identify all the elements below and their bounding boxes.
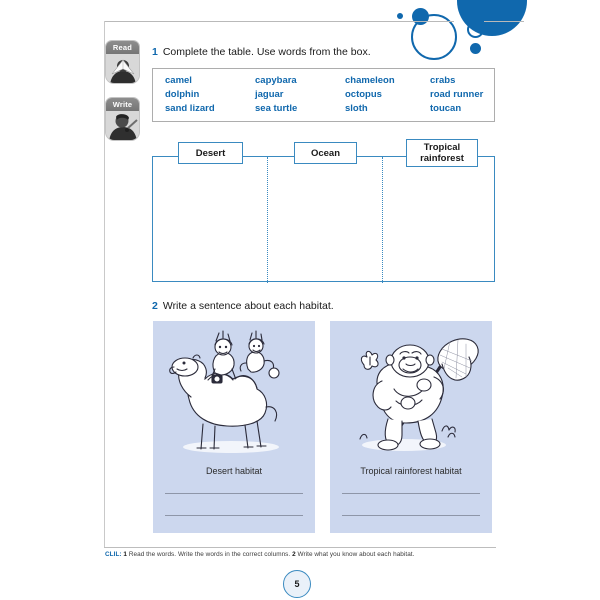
word-item[interactable]: jaguar (255, 89, 284, 100)
exercise-1-instruction (152, 46, 371, 58)
footer-task-2-text: Write what you know about each habitat. (297, 551, 415, 558)
table-header-tropical-line1: Tropical (423, 142, 461, 153)
header-divider (104, 21, 454, 22)
decorative-circle-ring-small (467, 21, 484, 38)
word-item[interactable]: capybara (255, 75, 297, 86)
word-item[interactable]: sloth (345, 103, 368, 114)
word-item[interactable]: camel (165, 75, 192, 86)
table-column-divider-1 (267, 157, 268, 283)
habitat-panel-desert (153, 321, 315, 533)
word-box (152, 68, 495, 122)
desert-illustration (153, 327, 315, 457)
table-header-ocean (294, 142, 357, 164)
exercise-2-number: 2 (152, 300, 158, 312)
table-column-divider-2 (382, 157, 383, 283)
table-header-tropical-line2: rainforest (420, 153, 464, 164)
desert-panel-caption: Desert habitat (205, 466, 263, 476)
habitat-table[interactable] (152, 156, 495, 282)
read-badge-label: Read (106, 41, 139, 54)
write-badge-illustration (106, 111, 139, 141)
write-badge-label: Write (106, 98, 139, 111)
tropical-rainforest-writing-line-1[interactable] (342, 493, 480, 494)
read-badge (105, 40, 140, 84)
word-item[interactable]: chameleon (345, 75, 395, 86)
footer-task-2-number: 2 (292, 551, 296, 558)
word-box-grid (165, 75, 494, 117)
read-badge-illustration (106, 54, 139, 84)
word-item[interactable]: crabs (430, 75, 456, 86)
word-item[interactable]: road runner (430, 89, 484, 100)
table-header-tropical-rainforest (406, 139, 478, 167)
desert-writing-line-1[interactable] (165, 493, 303, 494)
header-divider-right (484, 21, 524, 22)
table-header-desert-label: Desert (195, 147, 226, 159)
exercise-2-text: Write a sentence about each habitat. (162, 300, 334, 312)
word-item[interactable]: dolphin (165, 89, 200, 100)
decorative-circle-medium-filled (412, 8, 429, 25)
decorative-dot-small (397, 13, 403, 19)
desert-writing-line-2[interactable] (165, 515, 303, 516)
word-item[interactable]: toucan (430, 103, 462, 114)
word-item[interactable]: sea turtle (255, 103, 298, 114)
footer-task-1-text: Read the words. Write the words in the correct columns. (128, 551, 291, 558)
camel-with-riders-icon (153, 327, 315, 457)
footer-divider (104, 547, 496, 548)
word-item[interactable]: sand lizard (165, 103, 215, 114)
table-header-desert (178, 142, 243, 164)
gorilla-with-butterfly-net-icon (330, 327, 492, 457)
tropical-rainforest-writing-line-2[interactable] (342, 515, 480, 516)
read-icon (106, 54, 139, 84)
exercise-1-text: Complete the table. Use words from the box. (162, 46, 371, 58)
decorative-dot-medium (470, 43, 481, 54)
word-item[interactable]: octopus (345, 89, 382, 100)
exercise-1-number: 1 (152, 46, 158, 58)
tropical-rainforest-illustration (330, 327, 492, 457)
page-number: 5 (283, 570, 311, 598)
footer-note (105, 551, 414, 558)
footer-task-1-number: 1 (123, 551, 128, 558)
habitat-panel-tropical-rainforest (330, 321, 492, 533)
footer-label: CLIL: (105, 551, 122, 558)
exercise-2-instruction (152, 300, 334, 312)
table-header-ocean-label: Ocean (310, 147, 341, 159)
tropical-rainforest-panel-caption: Tropical rainforest habitat (360, 466, 462, 476)
write-icon (106, 111, 139, 141)
write-badge (105, 97, 140, 141)
